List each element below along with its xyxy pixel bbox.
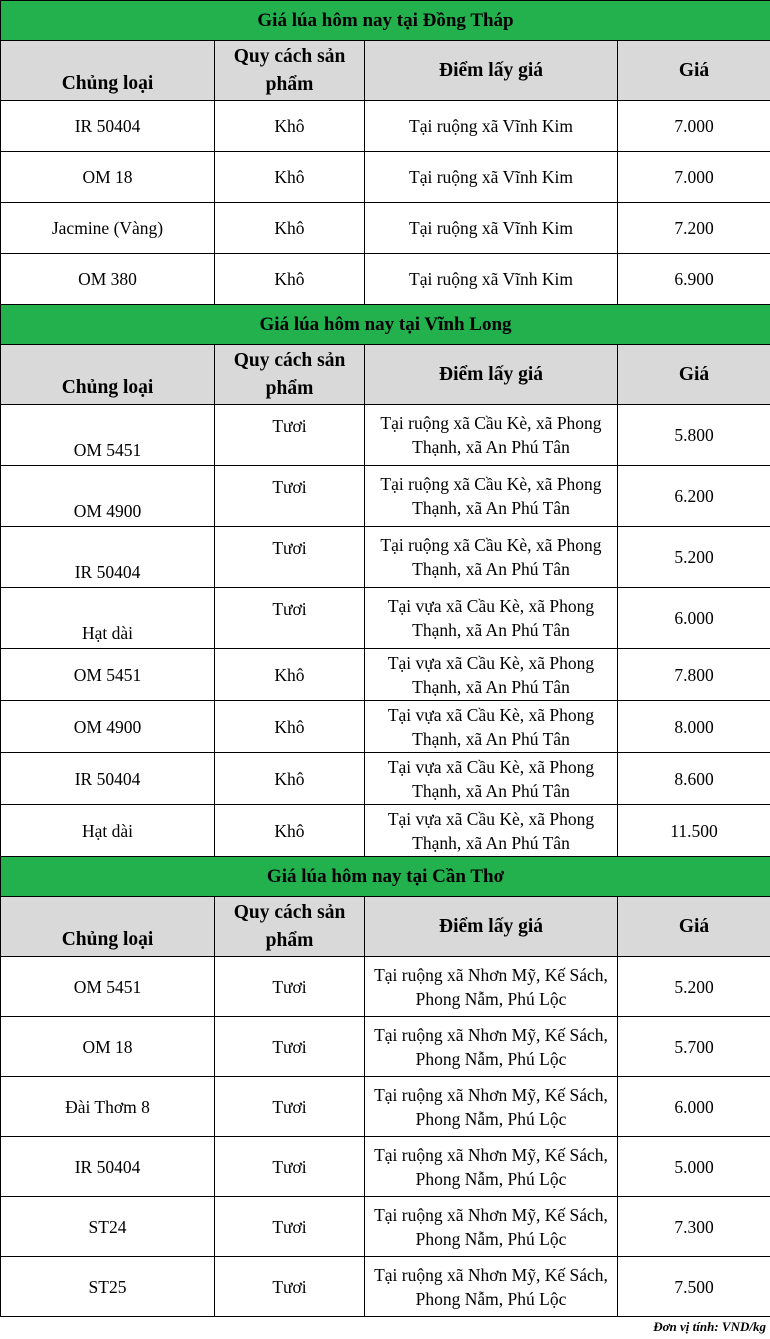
spec-cell: Tươi bbox=[215, 1017, 365, 1077]
table-row bbox=[1, 805, 770, 857]
header-type: Chủng loại bbox=[1, 41, 215, 101]
price-cell: 5.700 bbox=[618, 1017, 770, 1077]
section-title: Giá lúa hôm nay tại Đồng Tháp bbox=[1, 1, 770, 41]
spec-cell: Tươi bbox=[215, 1077, 365, 1137]
price-cell: 6.000 bbox=[618, 1077, 770, 1137]
type-cell: Đài Thơm 8 bbox=[1, 1077, 215, 1137]
price-cell: 5.200 bbox=[618, 527, 770, 588]
price-cell: 8.600 bbox=[618, 753, 770, 805]
header-price: Giá bbox=[618, 41, 770, 101]
point-cell: Tại ruộng xã Nhơn Mỹ, Kế Sách, Phong Nẫm, Phú Lộc bbox=[365, 1257, 618, 1317]
header-row bbox=[1, 345, 770, 405]
type-cell: IR 50404 bbox=[1, 753, 215, 805]
type-cell: Jacmine (Vàng) bbox=[1, 203, 215, 254]
table-row bbox=[1, 1137, 770, 1197]
section-title: Giá lúa hôm nay tại Vĩnh Long bbox=[1, 305, 770, 345]
section-title-row bbox=[1, 305, 770, 345]
price-cell: 7.000 bbox=[618, 101, 770, 152]
table-row bbox=[1, 101, 770, 152]
table-row bbox=[1, 1017, 770, 1077]
header-row bbox=[1, 897, 770, 957]
price-cell: 7.000 bbox=[618, 152, 770, 203]
point-cell: Tại ruộng xã Nhơn Mỹ, Kế Sách, Phong Nẫm, Phú Lộc bbox=[365, 1077, 618, 1137]
price-cell: 6.900 bbox=[618, 254, 770, 305]
table-row bbox=[1, 152, 770, 203]
point-cell: Tại ruộng xã Vĩnh Kim bbox=[365, 152, 618, 203]
table-row bbox=[1, 701, 770, 753]
spec-cell: Khô bbox=[215, 101, 365, 152]
table-row bbox=[1, 753, 770, 805]
table-row bbox=[1, 1257, 770, 1317]
type-cell: Hạt dài bbox=[1, 588, 215, 649]
spec-cell: Tươi bbox=[215, 957, 365, 1017]
header-price: Giá bbox=[618, 897, 770, 957]
type-cell: OM 380 bbox=[1, 254, 215, 305]
type-cell: ST24 bbox=[1, 1197, 215, 1257]
point-cell: Tại vựa xã Cầu Kè, xã Phong Thạnh, xã An Phú Tân bbox=[365, 753, 618, 805]
type-cell: OM 4900 bbox=[1, 701, 215, 753]
point-cell: Tại ruộng xã Vĩnh Kim bbox=[365, 203, 618, 254]
price-cell: 5.800 bbox=[618, 405, 770, 466]
spec-cell: Khô bbox=[215, 701, 365, 753]
price-cell: 7.800 bbox=[618, 649, 770, 701]
point-cell: Tại vựa xã Cầu Kè, xã Phong Thạnh, xã An Phú Tân bbox=[365, 649, 618, 701]
section-title-row bbox=[1, 857, 770, 897]
table-row bbox=[1, 588, 770, 649]
type-cell: OM 18 bbox=[1, 152, 215, 203]
point-cell: Tại ruộng xã Vĩnh Kim bbox=[365, 254, 618, 305]
price-cell: 11.500 bbox=[618, 805, 770, 857]
spec-cell: Tươi bbox=[215, 1137, 365, 1197]
table-row bbox=[1, 527, 770, 588]
table-row bbox=[1, 254, 770, 305]
point-cell: Tại ruộng xã Nhơn Mỹ, Kế Sách, Phong Nẫm, Phú Lộc bbox=[365, 1017, 618, 1077]
spec-cell: Khô bbox=[215, 649, 365, 701]
table-row bbox=[1, 203, 770, 254]
spec-cell: Tươi bbox=[215, 527, 365, 588]
spec-cell: Khô bbox=[215, 753, 365, 805]
price-cell: 7.200 bbox=[618, 203, 770, 254]
point-cell: Tại ruộng xã Cầu Kè, xã Phong Thạnh, xã An Phú Tân bbox=[365, 466, 618, 527]
type-cell: OM 4900 bbox=[1, 466, 215, 527]
spec-cell: Tươi bbox=[215, 466, 365, 527]
point-cell: Tại vựa xã Cầu Kè, xã Phong Thạnh, xã An Phú Tân bbox=[365, 805, 618, 857]
spec-cell: Tươi bbox=[215, 1257, 365, 1317]
type-cell: IR 50404 bbox=[1, 101, 215, 152]
type-cell: ST25 bbox=[1, 1257, 215, 1317]
point-cell: Tại ruộng xã Nhơn Mỹ, Kế Sách, Phong Nẫm, Phú Lộc bbox=[365, 1197, 618, 1257]
price-cell: 7.300 bbox=[618, 1197, 770, 1257]
point-cell: Tại ruộng xã Cầu Kè, xã Phong Thạnh, xã An Phú Tân bbox=[365, 405, 618, 466]
point-cell: Tại ruộng xã Cầu Kè, xã Phong Thạnh, xã An Phú Tân bbox=[365, 527, 618, 588]
header-spec: Quy cách sản phẩm bbox=[215, 897, 365, 957]
spec-cell: Khô bbox=[215, 805, 365, 857]
spec-cell: Tươi bbox=[215, 1197, 365, 1257]
point-cell: Tại vựa xã Cầu Kè, xã Phong Thạnh, xã An Phú Tân bbox=[365, 701, 618, 753]
price-cell: 5.000 bbox=[618, 1137, 770, 1197]
section-title: Giá lúa hôm nay tại Cần Thơ bbox=[1, 857, 770, 897]
unit-note: Đơn vị tính: VND/kg bbox=[0, 1317, 770, 1339]
section-title-row bbox=[1, 1, 770, 41]
price-cell: 6.000 bbox=[618, 588, 770, 649]
header-spec: Quy cách sản phẩm bbox=[215, 41, 365, 101]
spec-cell: Khô bbox=[215, 203, 365, 254]
price-cell: 8.000 bbox=[618, 701, 770, 753]
header-price: Giá bbox=[618, 345, 770, 405]
header-type: Chủng loại bbox=[1, 345, 215, 405]
spec-cell: Tươi bbox=[215, 588, 365, 649]
type-cell: OM 18 bbox=[1, 1017, 215, 1077]
price-cell: 7.500 bbox=[618, 1257, 770, 1317]
header-spec: Quy cách sản phẩm bbox=[215, 345, 365, 405]
header-point: Điểm lấy giá bbox=[365, 897, 618, 957]
spec-cell: Khô bbox=[215, 152, 365, 203]
header-type: Chủng loại bbox=[1, 897, 215, 957]
table-row bbox=[1, 1077, 770, 1137]
price-cell: 6.200 bbox=[618, 466, 770, 527]
table-row bbox=[1, 1197, 770, 1257]
spec-cell: Tươi bbox=[215, 405, 365, 466]
type-cell: IR 50404 bbox=[1, 527, 215, 588]
type-cell: OM 5451 bbox=[1, 649, 215, 701]
point-cell: Tại vựa xã Cầu Kè, xã Phong Thạnh, xã An Phú Tân bbox=[365, 588, 618, 649]
spec-cell: Khô bbox=[215, 254, 365, 305]
type-cell: OM 5451 bbox=[1, 405, 215, 466]
type-cell: Hạt dài bbox=[1, 805, 215, 857]
type-cell: IR 50404 bbox=[1, 1137, 215, 1197]
header-row bbox=[1, 41, 770, 101]
point-cell: Tại ruộng xã Nhơn Mỹ, Kế Sách, Phong Nẫm, Phú Lộc bbox=[365, 1137, 618, 1197]
table-row bbox=[1, 957, 770, 1017]
price-cell: 5.200 bbox=[618, 957, 770, 1017]
point-cell: Tại ruộng xã Vĩnh Kim bbox=[365, 101, 618, 152]
table-row bbox=[1, 405, 770, 466]
table-row bbox=[1, 466, 770, 527]
header-point: Điểm lấy giá bbox=[365, 41, 618, 101]
table-row bbox=[1, 649, 770, 701]
type-cell: OM 5451 bbox=[1, 957, 215, 1017]
point-cell: Tại ruộng xã Nhơn Mỹ, Kế Sách, Phong Nẫm, Phú Lộc bbox=[365, 957, 618, 1017]
header-point: Điểm lấy giá bbox=[365, 345, 618, 405]
